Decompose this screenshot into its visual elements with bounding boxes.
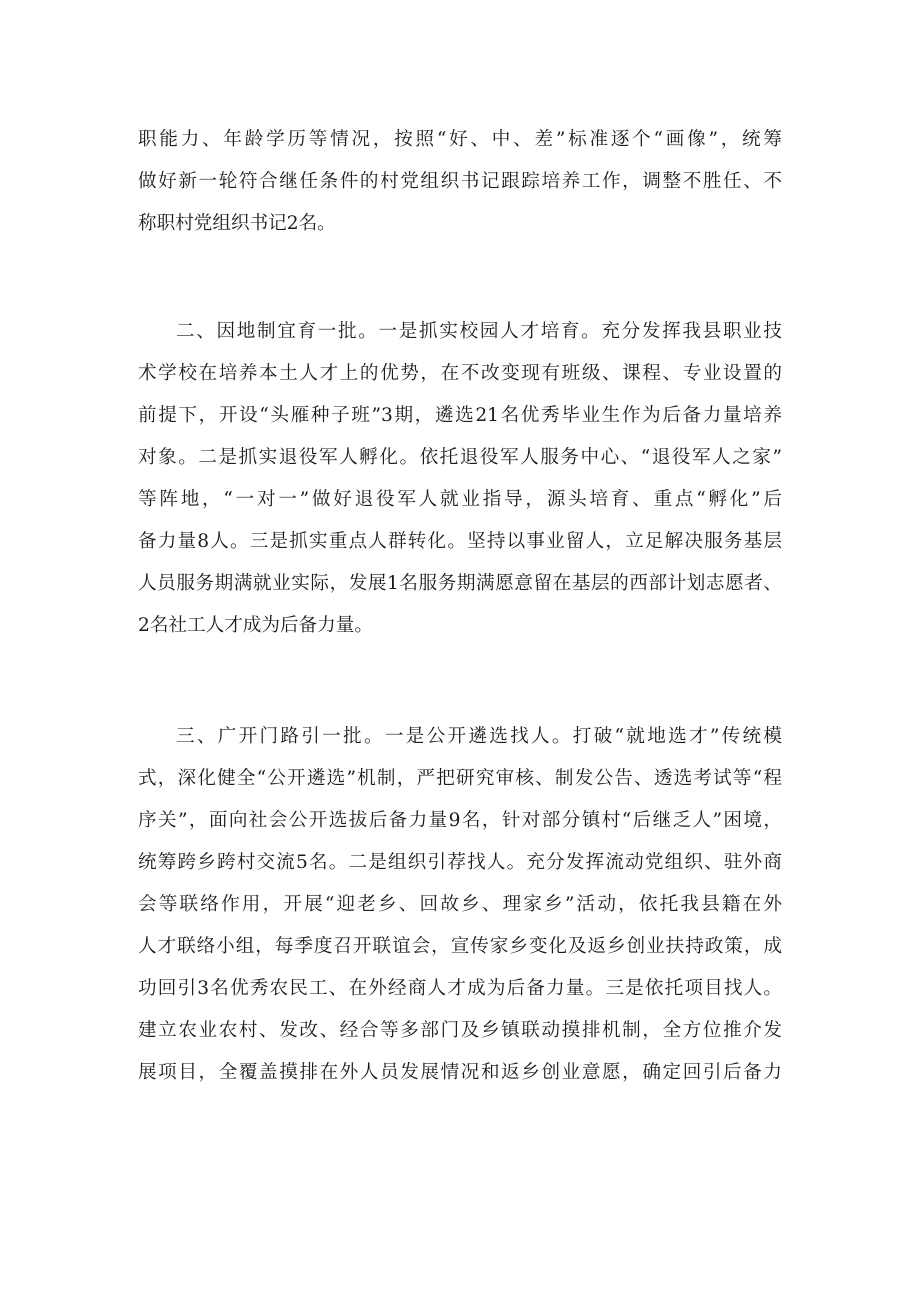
paragraph-3-line-3: 序关”，面向社会公开选拔后备力量9名，针对部分镇村“后继乏人”困境，	[138, 810, 782, 831]
paragraph-2-line-4: 对象。二是抓实退役军人孵化。依托退役军人服务中心、“退役军人之家”	[138, 447, 782, 468]
paragraph-2-line-5: 等阵地，“一对一”做好退役军人就业指导，源头培育、重点“孵化”后	[138, 489, 782, 510]
paragraph-3-line-7: 功回引3名优秀农民工、在外经商人才成为后备力量。三是依托项目找人。	[138, 978, 782, 999]
paragraph-2-line-1: 二、因地制宜育一批。一是抓实校园人才培育。充分发挥我县职业技	[176, 321, 782, 342]
paragraph-2-line-7: 人员服务期满就业实际，发展1名服务期满愿意留在基层的西部计划志愿者、	[138, 573, 782, 594]
paragraph-2-line-8: 2名社工人才成为后备力量。	[138, 615, 373, 636]
paragraph-3-line-5: 会等联络作用，开展“迎老乡、回故乡、理家乡”活动，依托我县籍在外	[138, 894, 782, 915]
paragraph-1-line-1: 职能力、年龄学历等情况，按照“好、中、差”标准逐个“画像”，统筹	[138, 129, 782, 150]
paragraph-2-line-6: 备力量8人。三是抓实重点人群转化。坚持以事业留人，立足解决服务基层	[138, 531, 782, 552]
paragraph-3-line-8: 建立农业农村、发改、经合等多部门及乡镇联动摸排机制，全方位推介发	[138, 1020, 782, 1041]
paragraph-3-line-2: 式，深化健全“公开遴选”机制，严把研究审核、制发公告、透选考试等“程	[138, 768, 782, 789]
paragraph-3-line-9: 展项目，全覆盖摸排在外人员发展情况和返乡创业意愿，确定回引后备力	[138, 1062, 782, 1083]
paragraph-2-line-2: 术学校在培养本土人才上的优势，在不改变现有班级、课程、专业设置的	[138, 363, 782, 384]
paragraph-3-line-1: 三、广开门路引一批。一是公开遴选找人。打破“就地选才”传统模	[176, 726, 782, 747]
paragraph-2-line-3: 前提下，开设“头雁种子班”3期，遴选21名优秀毕业生作为后备力量培养	[138, 405, 782, 426]
paragraph-1-line-3: 称职村党组织书记2名。	[138, 213, 336, 234]
paragraph-3-line-6: 人才联络小组，每季度召开联谊会，宣传家乡变化及返乡创业扶持政策，成	[138, 936, 782, 957]
paragraph-3-line-4: 统筹跨乡跨村交流5名。二是组织引荐找人。充分发挥流动党组织、驻外商	[138, 852, 782, 873]
paragraph-1-line-2: 做好新一轮符合继任条件的村党组织书记跟踪培养工作，调整不胜任、不	[138, 171, 782, 192]
